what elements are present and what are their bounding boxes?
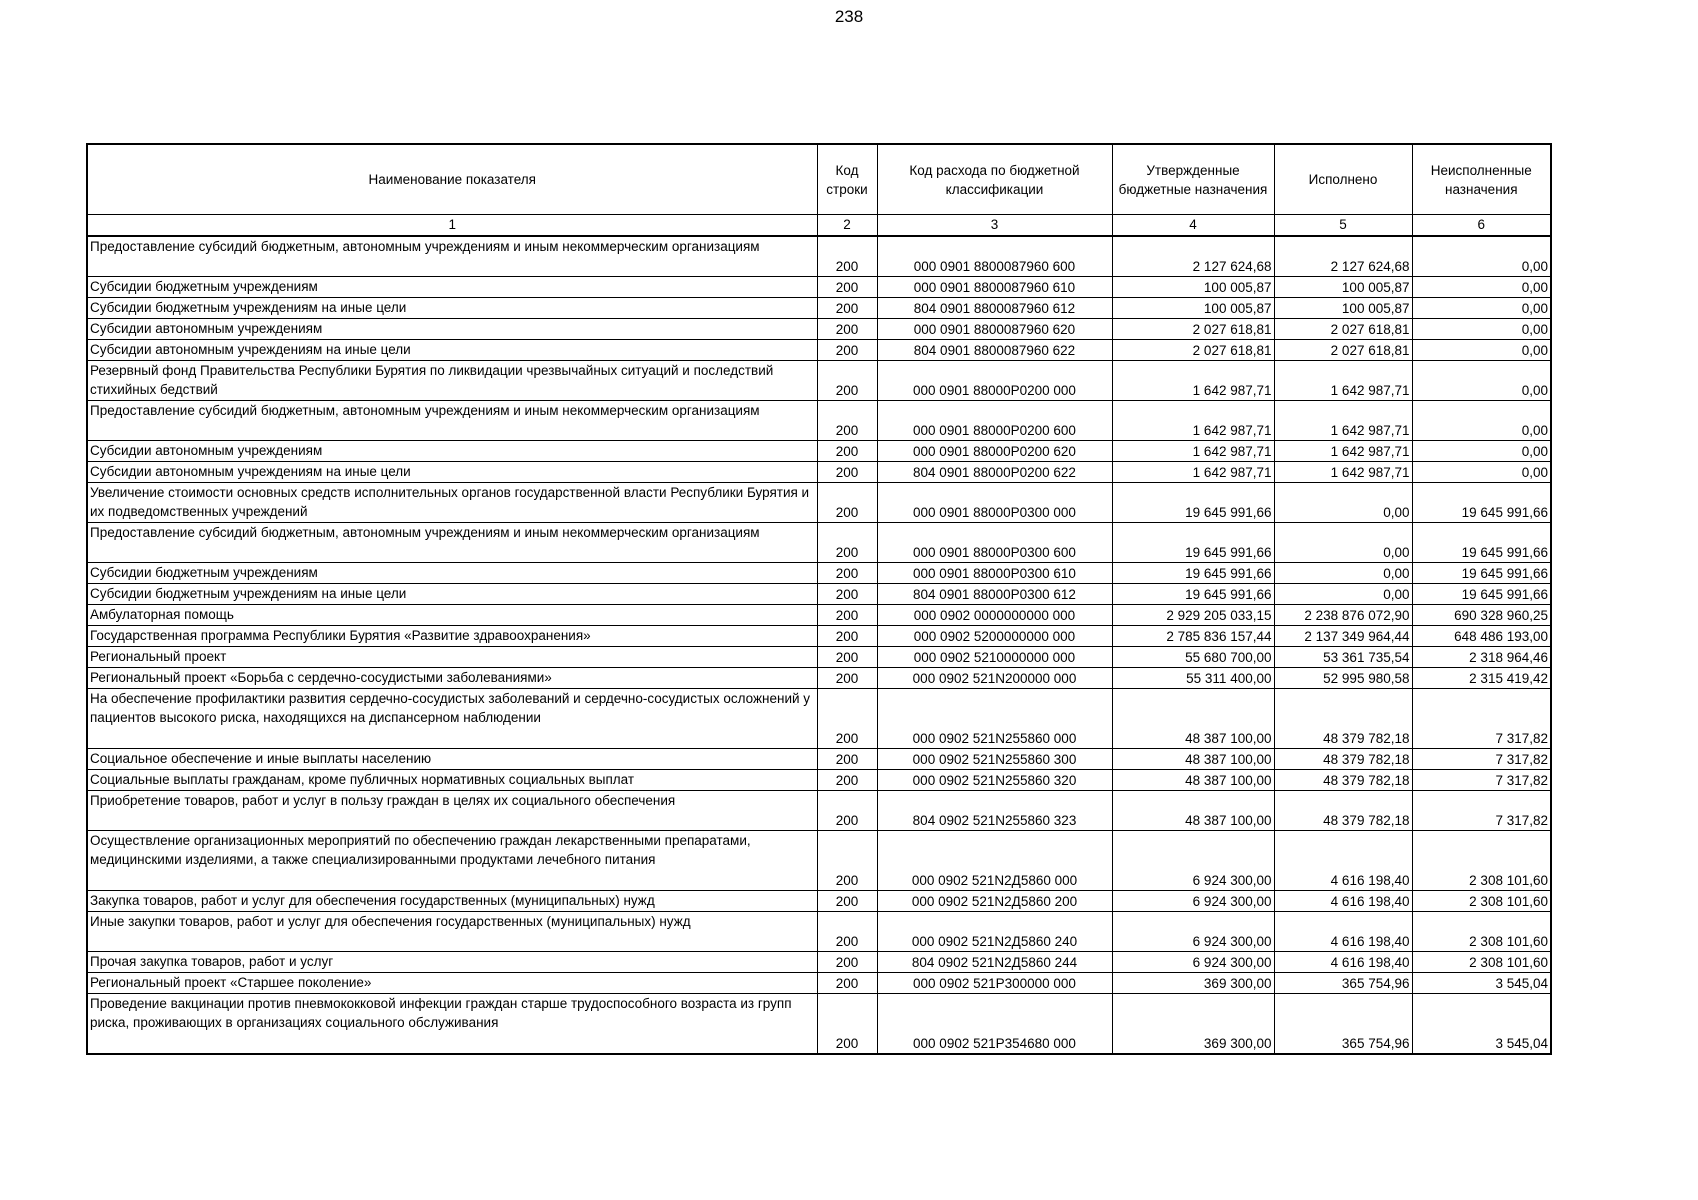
row-line-code: 200 <box>817 973 877 994</box>
row-name: Государственная программа Республики Бурятия «Развитие здравоохранения» <box>87 626 817 647</box>
row-expense-code: 804 0901 88000P0300 612 <box>877 584 1112 605</box>
row-expense-code: 000 0902 521N255860 300 <box>877 749 1112 770</box>
row-approved-amount: 2 785 836 157,44 <box>1112 626 1274 647</box>
table-body <box>87 236 1551 1054</box>
table-row <box>87 749 1551 770</box>
row-unexecuted-amount: 0,00 <box>1412 298 1551 319</box>
row-expense-code: 000 0901 88000P0200 620 <box>877 441 1112 462</box>
row-line-code: 200 <box>817 912 877 952</box>
row-approved-amount: 2 929 205 033,15 <box>1112 605 1274 626</box>
column-number: 3 <box>877 215 1112 237</box>
row-line-code: 200 <box>817 319 877 340</box>
row-name: Иные закупки товаров, работ и услуг для обеспечения государственных (муниципальных) нужд <box>87 912 817 952</box>
row-name: Субсидии автономным учреждениям <box>87 441 817 462</box>
row-line-code: 200 <box>817 770 877 791</box>
row-executed-amount: 2 027 618,81 <box>1274 319 1412 340</box>
row-line-code: 200 <box>817 298 877 319</box>
row-unexecuted-amount: 2 315 419,42 <box>1412 668 1551 689</box>
row-approved-amount: 55 680 700,00 <box>1112 647 1274 668</box>
row-name: Амбулаторная помощь <box>87 605 817 626</box>
row-approved-amount: 55 311 400,00 <box>1112 668 1274 689</box>
row-unexecuted-amount: 19 645 991,66 <box>1412 584 1551 605</box>
row-line-code: 200 <box>817 994 877 1055</box>
row-expense-code: 000 0902 0000000000 000 <box>877 605 1112 626</box>
column-number: 4 <box>1112 215 1274 237</box>
row-name: Региональный проект «Борьба с сердечно-сосудистыми заболеваниями» <box>87 668 817 689</box>
row-name: Прочая закупка товаров, работ и услуг <box>87 952 817 973</box>
row-unexecuted-amount: 648 486 193,00 <box>1412 626 1551 647</box>
row-line-code: 200 <box>817 483 877 523</box>
row-executed-amount: 53 361 735,54 <box>1274 647 1412 668</box>
row-expense-code: 000 0901 88000P0200 600 <box>877 401 1112 441</box>
table-row <box>87 605 1551 626</box>
row-executed-amount: 48 379 782,18 <box>1274 689 1412 749</box>
row-approved-amount: 100 005,87 <box>1112 277 1274 298</box>
row-executed-amount: 2 137 349 964,44 <box>1274 626 1412 647</box>
row-expense-code: 000 0901 8800087960 610 <box>877 277 1112 298</box>
row-line-code: 200 <box>817 689 877 749</box>
row-unexecuted-amount: 0,00 <box>1412 277 1551 298</box>
row-name: Приобретение товаров, работ и услуг в пользу граждан в целях их социального обеспечения <box>87 791 817 831</box>
row-approved-amount: 1 642 987,71 <box>1112 462 1274 483</box>
table-row <box>87 441 1551 462</box>
row-executed-amount: 48 379 782,18 <box>1274 749 1412 770</box>
table-row <box>87 340 1551 361</box>
row-approved-amount: 48 387 100,00 <box>1112 689 1274 749</box>
row-approved-amount: 19 645 991,66 <box>1112 563 1274 584</box>
row-executed-amount: 0,00 <box>1274 483 1412 523</box>
column-number: 2 <box>817 215 877 237</box>
row-unexecuted-amount: 690 328 960,25 <box>1412 605 1551 626</box>
row-executed-amount: 52 995 980,58 <box>1274 668 1412 689</box>
row-line-code: 200 <box>817 605 877 626</box>
row-unexecuted-amount: 0,00 <box>1412 236 1551 277</box>
row-unexecuted-amount: 0,00 <box>1412 401 1551 441</box>
row-executed-amount: 2 027 618,81 <box>1274 340 1412 361</box>
row-unexecuted-amount: 0,00 <box>1412 462 1551 483</box>
row-expense-code: 804 0901 8800087960 612 <box>877 298 1112 319</box>
row-unexecuted-amount: 0,00 <box>1412 319 1551 340</box>
row-unexecuted-amount: 2 308 101,60 <box>1412 912 1551 952</box>
row-name: Субсидии бюджетным учреждениям на иные цели <box>87 298 817 319</box>
row-line-code: 200 <box>817 236 877 277</box>
row-name: Резервный фонд Правительства Республики Бурятия по ликвидации чрезвычайных ситуаций и последствий стихийных бедствий <box>87 361 817 401</box>
header-line-code: Код строки <box>817 144 877 215</box>
row-approved-amount: 100 005,87 <box>1112 298 1274 319</box>
row-approved-amount: 2 127 624,68 <box>1112 236 1274 277</box>
row-unexecuted-amount: 0,00 <box>1412 441 1551 462</box>
row-approved-amount: 369 300,00 <box>1112 994 1274 1055</box>
row-unexecuted-amount: 7 317,82 <box>1412 770 1551 791</box>
row-name: Увеличение стоимости основных средств исполнительных органов государственной власти Республики Бурятия и их подведомственных учреждений <box>87 483 817 523</box>
row-line-code: 200 <box>817 523 877 563</box>
table-row <box>87 236 1551 277</box>
row-approved-amount: 2 027 618,81 <box>1112 319 1274 340</box>
row-line-code: 200 <box>817 647 877 668</box>
column-number: 1 <box>87 215 817 237</box>
row-unexecuted-amount: 2 308 101,60 <box>1412 831 1551 891</box>
row-name: Субсидии автономным учреждениям на иные цели <box>87 462 817 483</box>
row-expense-code: 000 0902 521N255860 000 <box>877 689 1112 749</box>
row-line-code: 200 <box>817 749 877 770</box>
row-expense-code: 000 0902 521N2Д5860 000 <box>877 831 1112 891</box>
row-approved-amount: 1 642 987,71 <box>1112 401 1274 441</box>
row-line-code: 200 <box>817 340 877 361</box>
row-expense-code: 804 0901 88000P0200 622 <box>877 462 1112 483</box>
row-line-code: 200 <box>817 626 877 647</box>
row-unexecuted-amount: 2 308 101,60 <box>1412 952 1551 973</box>
row-line-code: 200 <box>817 277 877 298</box>
table-row <box>87 277 1551 298</box>
row-approved-amount: 48 387 100,00 <box>1112 749 1274 770</box>
row-approved-amount: 19 645 991,66 <box>1112 483 1274 523</box>
row-approved-amount: 6 924 300,00 <box>1112 912 1274 952</box>
row-executed-amount: 1 642 987,71 <box>1274 462 1412 483</box>
row-executed-amount: 365 754,96 <box>1274 973 1412 994</box>
row-executed-amount: 0,00 <box>1274 523 1412 563</box>
header-expense-code: Код расхода по бюджетной классификации <box>877 144 1112 215</box>
table-row <box>87 298 1551 319</box>
row-name: Региональный проект <box>87 647 817 668</box>
row-unexecuted-amount: 19 645 991,66 <box>1412 563 1551 584</box>
row-executed-amount: 48 379 782,18 <box>1274 791 1412 831</box>
row-expense-code: 804 0902 521N2Д5860 244 <box>877 952 1112 973</box>
table-row <box>87 994 1551 1055</box>
row-expense-code: 000 0901 88000P0200 000 <box>877 361 1112 401</box>
row-name: Предоставление субсидий бюджетным, автономным учреждениям и иным некоммерческим организациям <box>87 523 817 563</box>
row-executed-amount: 4 616 198,40 <box>1274 831 1412 891</box>
row-executed-amount: 1 642 987,71 <box>1274 401 1412 441</box>
header-unexecuted: Неисполненные назначения <box>1412 144 1551 215</box>
row-name: Региональный проект «Старшее поколение» <box>87 973 817 994</box>
table-row <box>87 791 1551 831</box>
column-number: 6 <box>1412 215 1551 237</box>
row-expense-code: 000 0902 521N2Д5860 240 <box>877 912 1112 952</box>
row-line-code: 200 <box>817 563 877 584</box>
row-name: Социальные выплаты гражданам, кроме публичных нормативных социальных выплат <box>87 770 817 791</box>
row-line-code: 200 <box>817 462 877 483</box>
row-line-code: 200 <box>817 584 877 605</box>
row-approved-amount: 48 387 100,00 <box>1112 770 1274 791</box>
row-line-code: 200 <box>817 952 877 973</box>
row-expense-code: 000 0902 5200000000 000 <box>877 626 1112 647</box>
row-expense-code: 000 0902 521N255860 320 <box>877 770 1112 791</box>
row-executed-amount: 2 238 876 072,90 <box>1274 605 1412 626</box>
row-unexecuted-amount: 0,00 <box>1412 340 1551 361</box>
header-executed: Исполнено <box>1274 144 1412 215</box>
table-row <box>87 462 1551 483</box>
row-line-code: 200 <box>817 668 877 689</box>
column-number-row <box>87 215 1551 237</box>
row-unexecuted-amount: 19 645 991,66 <box>1412 523 1551 563</box>
column-number: 5 <box>1274 215 1412 237</box>
row-line-code: 200 <box>817 361 877 401</box>
row-executed-amount: 4 616 198,40 <box>1274 891 1412 912</box>
row-approved-amount: 369 300,00 <box>1112 973 1274 994</box>
row-expense-code: 000 0902 5210000000 000 <box>877 647 1112 668</box>
row-expense-code: 000 0901 88000P0300 600 <box>877 523 1112 563</box>
row-executed-amount: 100 005,87 <box>1274 298 1412 319</box>
row-name: Субсидии бюджетным учреждениям <box>87 563 817 584</box>
row-name: Закупка товаров, работ и услуг для обеспечения государственных (муниципальных) нужд <box>87 891 817 912</box>
table-row <box>87 584 1551 605</box>
table-row <box>87 319 1551 340</box>
row-approved-amount: 19 645 991,66 <box>1112 584 1274 605</box>
row-name: Субсидии автономным учреждениям на иные цели <box>87 340 817 361</box>
row-approved-amount: 6 924 300,00 <box>1112 831 1274 891</box>
header-indicator-name: Наименование показателя <box>87 144 817 215</box>
row-executed-amount: 48 379 782,18 <box>1274 770 1412 791</box>
table-row <box>87 361 1551 401</box>
row-executed-amount: 2 127 624,68 <box>1274 236 1412 277</box>
row-approved-amount: 6 924 300,00 <box>1112 952 1274 973</box>
row-line-code: 200 <box>817 891 877 912</box>
row-unexecuted-amount: 19 645 991,66 <box>1412 483 1551 523</box>
row-name: Проведение вакцинации против пневмококковой инфекции граждан старше трудоспособного возраста из групп риска, проживающих в организациях социального обслуживания <box>87 994 817 1055</box>
row-executed-amount: 0,00 <box>1274 563 1412 584</box>
table-row <box>87 770 1551 791</box>
table-row <box>87 912 1551 952</box>
row-unexecuted-amount: 0,00 <box>1412 361 1551 401</box>
row-executed-amount: 100 005,87 <box>1274 277 1412 298</box>
row-unexecuted-amount: 3 545,04 <box>1412 973 1551 994</box>
row-line-code: 200 <box>817 441 877 462</box>
row-executed-amount: 4 616 198,40 <box>1274 952 1412 973</box>
table-row <box>87 831 1551 891</box>
header-approved: Утвержденные бюджетные назначения <box>1112 144 1274 215</box>
row-approved-amount: 19 645 991,66 <box>1112 523 1274 563</box>
row-unexecuted-amount: 7 317,82 <box>1412 689 1551 749</box>
row-expense-code: 000 0902 521P354680 000 <box>877 994 1112 1055</box>
header-row <box>87 144 1551 215</box>
row-name: Осуществление организационных мероприятий по обеспечению граждан лекарственными препаратами, медицинскими изделиями, а также специализированными продуктами лечебного питания <box>87 831 817 891</box>
row-expense-code: 000 0901 8800087960 600 <box>877 236 1112 277</box>
table-row <box>87 401 1551 441</box>
row-name: Субсидии автономным учреждениям <box>87 319 817 340</box>
row-executed-amount: 0,00 <box>1274 584 1412 605</box>
row-expense-code: 000 0902 521N2Д5860 200 <box>877 891 1112 912</box>
table-row <box>87 647 1551 668</box>
row-name: Субсидии бюджетным учреждениям <box>87 277 817 298</box>
table-row <box>87 483 1551 523</box>
row-name: Предоставление субсидий бюджетным, автономным учреждениям и иным некоммерческим организациям <box>87 401 817 441</box>
table-row <box>87 626 1551 647</box>
row-name: На обеспечение профилактики развития сердечно-сосудистых заболеваний и сердечно-сосудистых осложнений у пациентов высокого риска, находящихся на диспансерном наблюдении <box>87 689 817 749</box>
row-executed-amount: 4 616 198,40 <box>1274 912 1412 952</box>
table-row <box>87 891 1551 912</box>
table-row <box>87 952 1551 973</box>
row-executed-amount: 1 642 987,71 <box>1274 441 1412 462</box>
row-name: Субсидии бюджетным учреждениям на иные цели <box>87 584 817 605</box>
row-executed-amount: 1 642 987,71 <box>1274 361 1412 401</box>
row-line-code: 200 <box>817 791 877 831</box>
row-expense-code: 000 0902 521N200000 000 <box>877 668 1112 689</box>
page-number: 238 <box>834 7 864 26</box>
row-line-code: 200 <box>817 831 877 891</box>
row-expense-code: 000 0901 8800087960 620 <box>877 319 1112 340</box>
row-unexecuted-amount: 3 545,04 <box>1412 994 1551 1055</box>
row-expense-code: 804 0901 8800087960 622 <box>877 340 1112 361</box>
row-executed-amount: 365 754,96 <box>1274 994 1412 1055</box>
row-approved-amount: 1 642 987,71 <box>1112 361 1274 401</box>
row-expense-code: 000 0901 88000P0300 610 <box>877 563 1112 584</box>
row-approved-amount: 6 924 300,00 <box>1112 891 1274 912</box>
table-row <box>87 689 1551 749</box>
row-name: Предоставление субсидий бюджетным, автономным учреждениям и иным некоммерческим организациям <box>87 236 817 277</box>
table-row <box>87 973 1551 994</box>
row-unexecuted-amount: 7 317,82 <box>1412 791 1551 831</box>
row-expense-code: 804 0902 521N255860 323 <box>877 791 1112 831</box>
row-approved-amount: 48 387 100,00 <box>1112 791 1274 831</box>
row-approved-amount: 2 027 618,81 <box>1112 340 1274 361</box>
row-unexecuted-amount: 2 308 101,60 <box>1412 891 1551 912</box>
row-expense-code: 000 0902 521P300000 000 <box>877 973 1112 994</box>
row-expense-code: 000 0901 88000P0300 000 <box>877 483 1112 523</box>
row-approved-amount: 1 642 987,71 <box>1112 441 1274 462</box>
row-name: Социальное обеспечение и иные выплаты населению <box>87 749 817 770</box>
table-row <box>87 668 1551 689</box>
table-row <box>87 523 1551 563</box>
table-row <box>87 563 1551 584</box>
row-unexecuted-amount: 2 318 964,46 <box>1412 647 1551 668</box>
row-unexecuted-amount: 7 317,82 <box>1412 749 1551 770</box>
budget-execution-table <box>86 143 1552 1055</box>
row-line-code: 200 <box>817 401 877 441</box>
